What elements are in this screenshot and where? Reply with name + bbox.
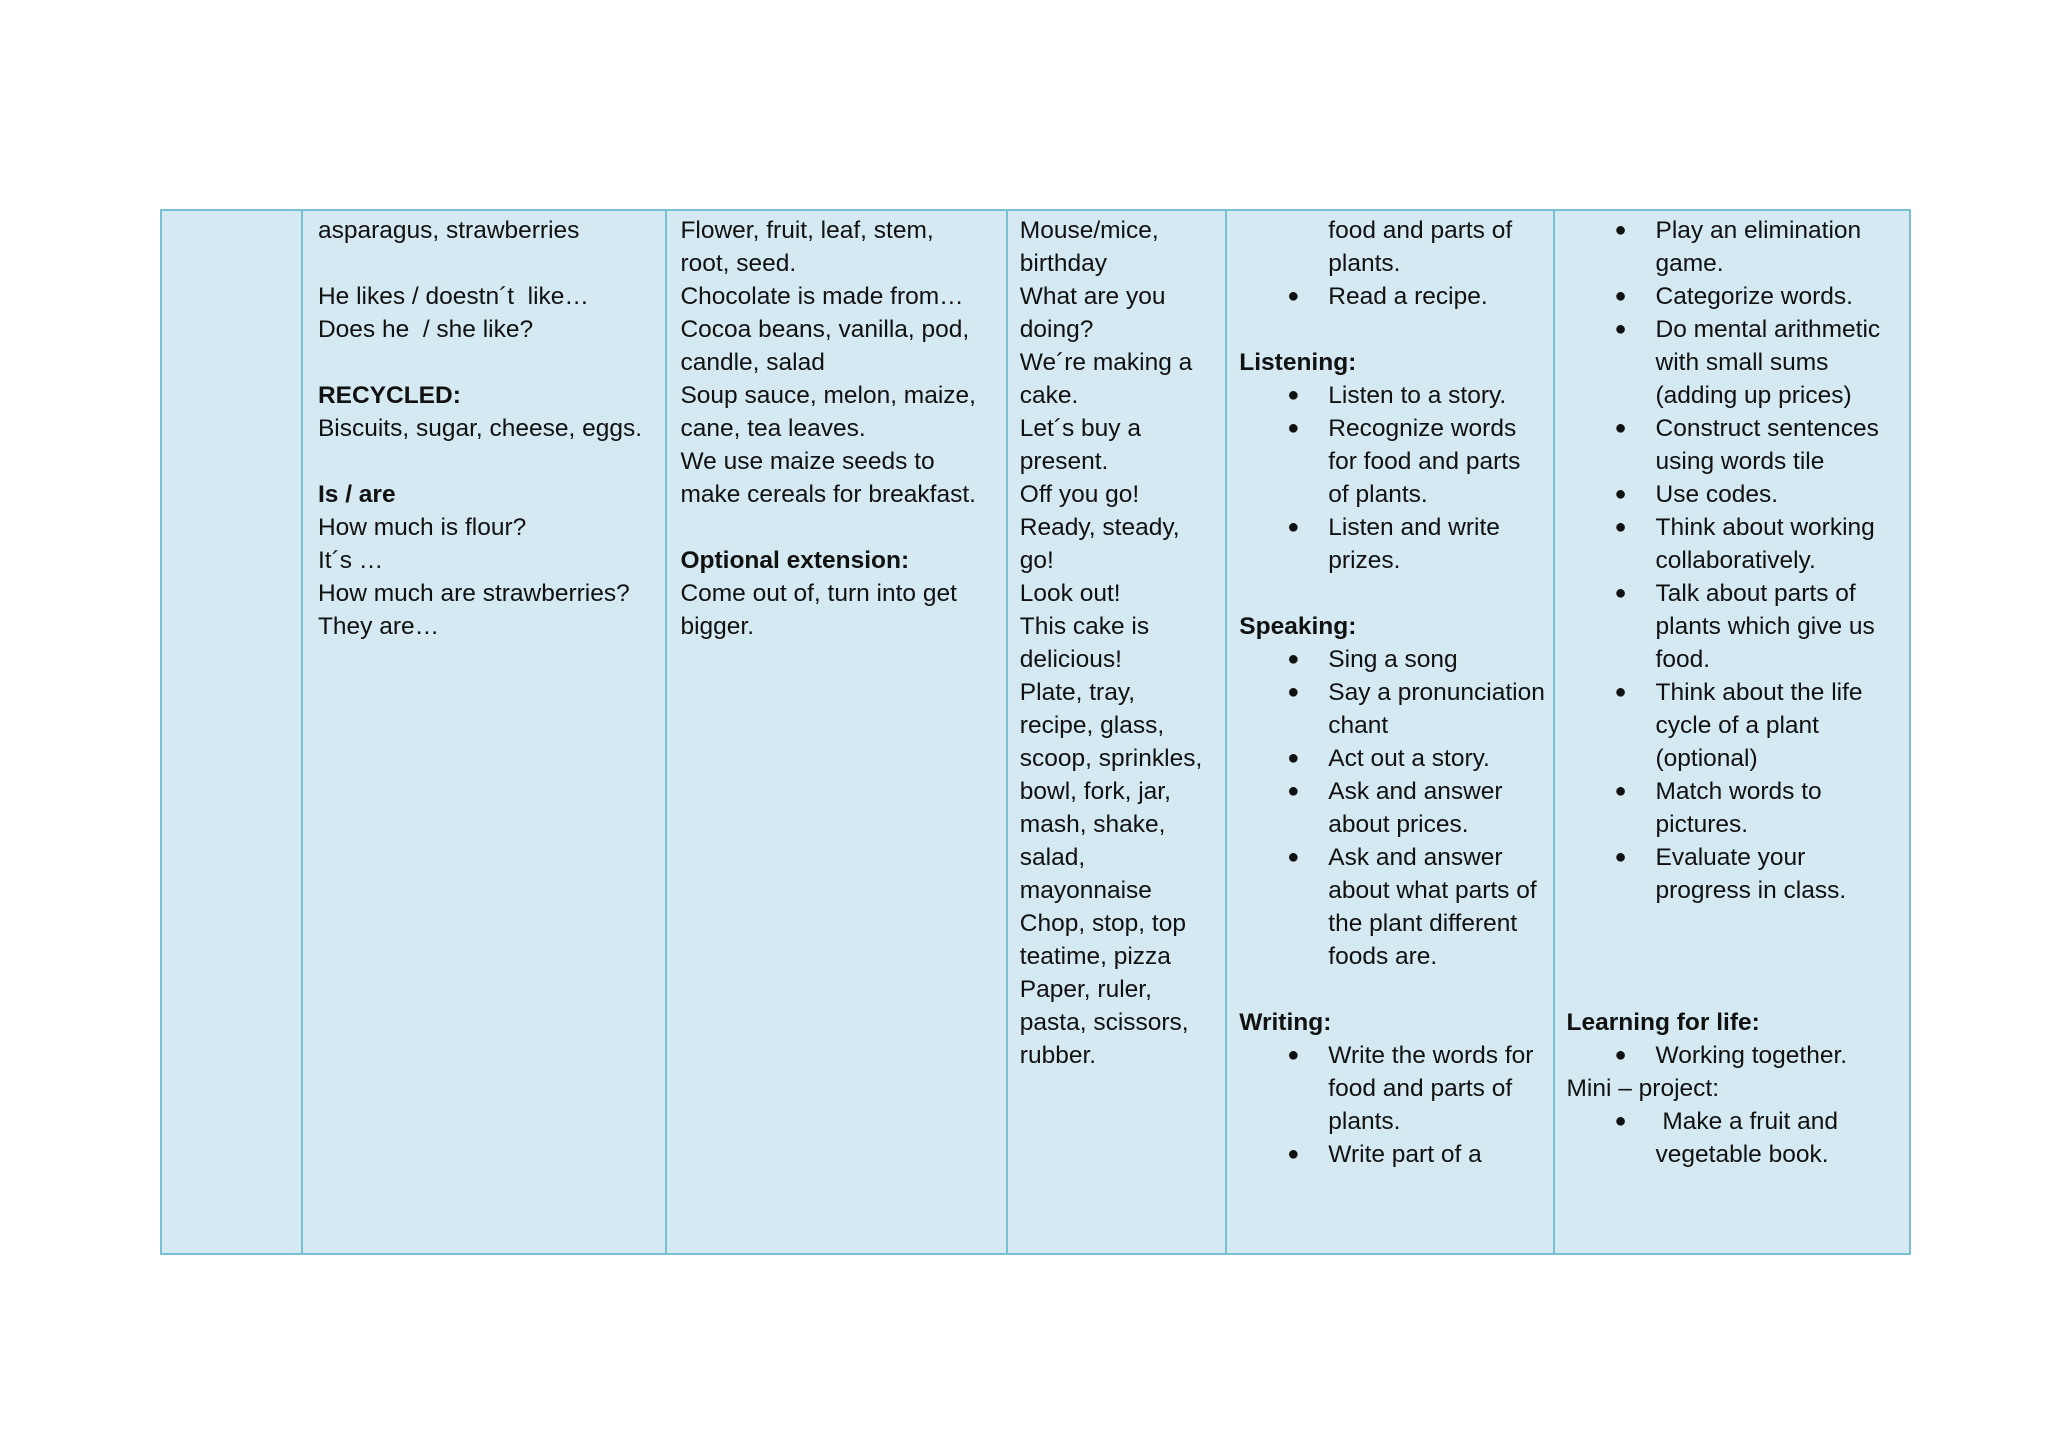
text-line: doing?: [1019, 316, 1094, 343]
listening-list: [1239, 379, 1552, 577]
text-line: What are you: [1019, 283, 1166, 310]
writing-list: [1239, 1039, 1552, 1171]
text-line: How much is flour?: [317, 514, 527, 541]
text-line: We use maize seeds to: [680, 448, 935, 475]
bullet-icon: ●: [1614, 681, 1627, 703]
text-line: present.: [1019, 448, 1109, 475]
text-line: Flower, fruit, leaf, stem,: [680, 217, 934, 244]
skills-cell: [1226, 210, 1553, 1254]
list-item: ● Use codes.: [1567, 478, 1909, 511]
bullet-icon: ●: [1287, 1044, 1300, 1066]
bullet-icon: ●: [1614, 483, 1627, 505]
bullet-icon: ●: [1614, 417, 1627, 439]
list-item: ● Say a pronunciation chant: [1239, 676, 1552, 742]
bullet-icon: ●: [1287, 285, 1300, 307]
bullet-icon: ●: [1614, 285, 1627, 307]
bullet-icon: ●: [1287, 648, 1300, 670]
text-line: recipe, glass,: [1019, 712, 1165, 739]
bullet-icon: ●: [1287, 681, 1300, 703]
list-item: ● Do mental arithmetic with small sums (adding up prices): [1567, 313, 1909, 412]
lesson-plan-table: [160, 209, 1911, 1255]
text-line: cane, tea leaves.: [680, 415, 866, 442]
bullet-icon: ●: [1287, 846, 1300, 868]
text-line: Paper, ruler,: [1019, 976, 1152, 1003]
bullet-icon: ●: [1287, 417, 1300, 439]
story-language-cell: [1007, 210, 1227, 1254]
reading-continued-line: food and parts of: [1328, 217, 1513, 244]
list-item: ● Sing a song: [1239, 643, 1552, 676]
text-line: Off you go!: [1019, 481, 1140, 508]
text-line: Mouse/mice,: [1019, 217, 1159, 244]
reading-continued-line: plants.: [1328, 250, 1401, 277]
text-line: bigger.: [680, 613, 755, 640]
text-line: [318, 247, 658, 280]
list-item: ● Write the words for food and parts of plants.: [1239, 1039, 1552, 1138]
text-line: birthday: [1019, 250, 1107, 277]
text-line: scoop, sprinkles,: [1019, 745, 1203, 772]
list-item: ● Play an elimination game.: [1567, 214, 1909, 280]
list-item: ● Ask and answer about prices.: [1239, 775, 1552, 841]
bullet-icon: ●: [1614, 219, 1627, 241]
table-row: [161, 210, 1910, 1254]
listening-heading: Listening:: [1239, 349, 1357, 376]
bullet-icon: ●: [1287, 747, 1300, 769]
bullet-icon: ●: [1614, 1044, 1627, 1066]
text-line: He likes / doestn´t like…: [317, 283, 589, 310]
text-line: make cereals for breakfast.: [680, 481, 976, 508]
list-item: ● Working together.: [1567, 1039, 1909, 1072]
list-item: ● Construct sentences using words tile: [1567, 412, 1909, 478]
text-line: They are…: [317, 613, 440, 640]
bullet-icon: ●: [1614, 1110, 1627, 1132]
recycled-heading: RECYCLED:: [317, 382, 461, 409]
empty-cell: [161, 210, 302, 1254]
mini-project-list: [1567, 1105, 1909, 1171]
list-item: ● Recognize words for food and parts of plants.: [1239, 412, 1552, 511]
list-item: ● Listen to a story.: [1239, 379, 1552, 412]
learning-for-life-heading: Learning for life:: [1566, 1009, 1760, 1036]
bullet-icon: ●: [1287, 516, 1300, 538]
text-line: pasta, scissors,: [1019, 1009, 1189, 1036]
list-item: ● Ask and answer about what parts of the plant different foods are.: [1239, 841, 1552, 973]
cross-curricular-cell: [666, 210, 1006, 1254]
text-line: Chocolate is made from…: [680, 283, 964, 310]
competences-list: [1567, 214, 1909, 907]
text-line: Plate, tray,: [1019, 679, 1136, 706]
list-item: ● Make a fruit and vegetable book.: [1567, 1105, 1909, 1171]
writing-heading: Writing:: [1239, 1009, 1332, 1036]
text-line: salad,: [1019, 844, 1086, 871]
text-line: root, seed.: [680, 250, 797, 277]
reading-list: [1239, 280, 1552, 313]
competences-cell: [1554, 210, 1910, 1254]
list-item: ● Categorize words.: [1567, 280, 1909, 313]
bullet-icon: ●: [1614, 516, 1627, 538]
list-item: ● Think about the life cycle of a plant (optional): [1567, 676, 1909, 775]
text-line: How much are strawberries?: [317, 580, 630, 607]
text-line: candle, salad: [680, 349, 825, 376]
list-item: ● Talk about parts of plants which give us food.: [1567, 577, 1909, 676]
text-line: Soup sauce, melon, maize,: [680, 382, 976, 409]
bullet-icon: ●: [1614, 582, 1627, 604]
list-item: ● Listen and write prizes.: [1239, 511, 1552, 577]
bullet-icon: ●: [1287, 384, 1300, 406]
text-line: rubber.: [1019, 1042, 1097, 1069]
text-line: Ready, steady,: [1019, 514, 1180, 541]
text-line: mash, shake,: [1019, 811, 1166, 838]
list-item: ● Match words to pictures.: [1567, 775, 1909, 841]
vocabulary-cell: [302, 210, 667, 1254]
text-line: Cocoa beans, vanilla, pod,: [680, 316, 970, 343]
learning-for-life-list: [1567, 1039, 1909, 1072]
text-line: Look out!: [1019, 580, 1121, 607]
bullet-icon: ●: [1614, 318, 1627, 340]
list-item: ● Act out a story.: [1239, 742, 1552, 775]
text-line: [318, 445, 658, 478]
text-line: It´s …: [317, 547, 384, 574]
text-line: [318, 346, 658, 379]
text-line: Come out of, turn into get: [680, 580, 957, 607]
speaking-heading: Speaking:: [1239, 613, 1357, 640]
text-line: Biscuits, sugar, cheese, eggs.: [317, 415, 643, 442]
mini-project-heading: Mini – project:: [1566, 1075, 1720, 1102]
text-line: Let´s buy a: [1019, 415, 1141, 442]
list-item: ● Write part of a: [1239, 1138, 1552, 1171]
text-line: cake.: [1019, 382, 1079, 409]
bullet-icon: ●: [1614, 846, 1627, 868]
text-line: bowl, fork, jar,: [1019, 778, 1171, 805]
list-item: ● Read a recipe.: [1239, 280, 1552, 313]
optional-extension-heading: Optional extension:: [680, 547, 910, 574]
bullet-icon: ●: [1614, 780, 1627, 802]
text-line: Does he / she like?: [317, 316, 534, 343]
list-item: ● Evaluate your progress in class.: [1567, 841, 1909, 907]
text-line: teatime, pizza: [1019, 943, 1171, 970]
bullet-icon: ●: [1287, 780, 1300, 802]
text-line: go!: [1019, 547, 1054, 574]
text-line: [680, 511, 997, 544]
list-item: ● Think about working collaboratively.: [1567, 511, 1909, 577]
bullet-icon: ●: [1287, 1143, 1300, 1165]
text-line: delicious!: [1019, 646, 1122, 673]
text-line: asparagus, strawberries: [317, 217, 580, 244]
text-line: We´re making a: [1019, 349, 1193, 376]
text-line: Chop, stop, top: [1019, 910, 1186, 937]
speaking-list: [1239, 643, 1552, 973]
text-line: mayonnaise: [1019, 877, 1152, 904]
is-are-heading: Is / are: [317, 481, 396, 508]
text-line: This cake is: [1019, 613, 1150, 640]
